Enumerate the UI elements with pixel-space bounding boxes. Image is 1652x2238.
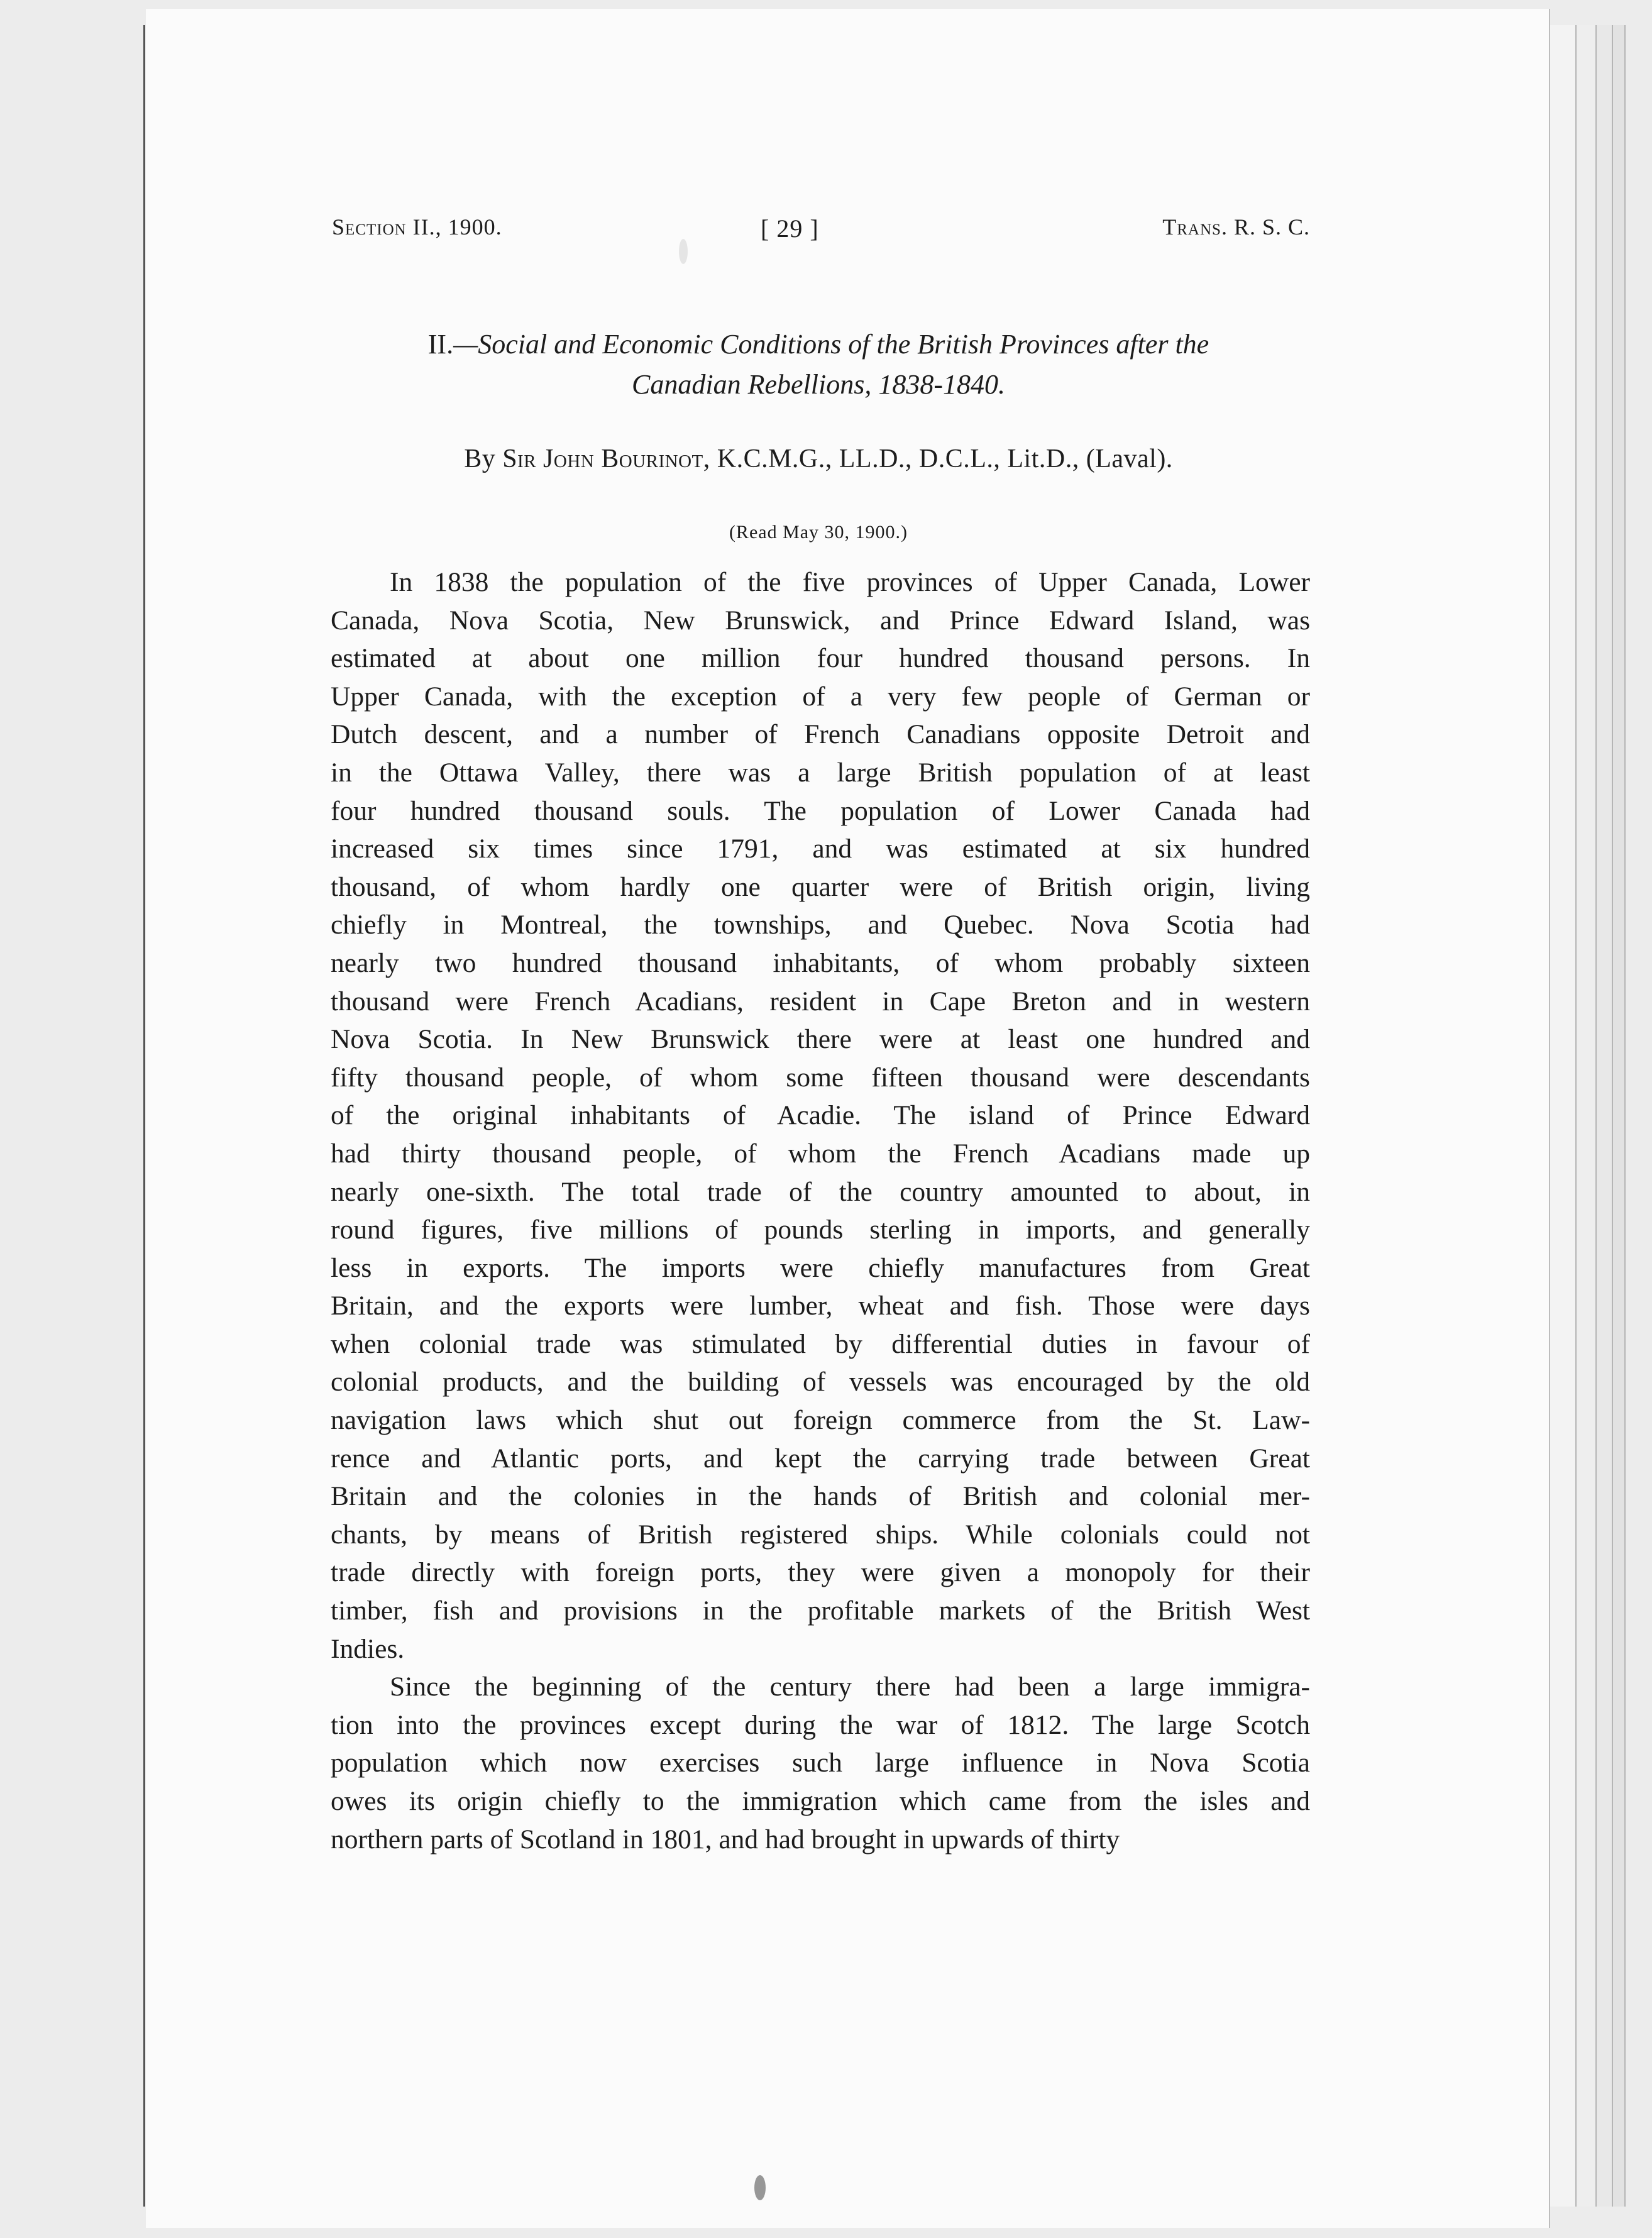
text-line: fifty thousand people, of whom some fifteen thousand were descendants xyxy=(331,1062,1310,1093)
article-number: II. xyxy=(427,329,454,360)
text-line: rence and Atlantic ports, and kept the carrying trade between Great xyxy=(331,1443,1310,1474)
text-line: timber, fish and provisions in the profitable markets of the British West xyxy=(331,1596,1310,1626)
text-line: Britain and the colonies in the hands of British and colonial mer- xyxy=(331,1481,1310,1512)
author-name: Sir John Bourinot xyxy=(502,444,703,473)
text-line: Dutch descent, and a number of French Canadians opposite Detroit and xyxy=(331,719,1310,750)
running-head xyxy=(332,214,1310,251)
page-edge-stack xyxy=(1577,25,1597,2207)
page-edge-stack xyxy=(1550,25,1577,2207)
text-line: round figures, five millions of pounds sterling in imports, and generally xyxy=(331,1215,1310,1245)
article-title xyxy=(327,324,1310,405)
read-date-note: (Read May 30, 1900.) xyxy=(729,522,908,543)
binding-gutter-line xyxy=(143,25,145,2207)
author-byline: By Sir John Bourinot, K.C.M.G., LL.D., D.C.L., Lit.D., (Laval). xyxy=(464,444,1173,473)
text-line: nearly one-sixth. The total trade of the country amounted to about, in xyxy=(331,1176,1310,1207)
text-line: Canada, Nova Scotia, New Brunswick, and Prince Edward Island, was xyxy=(331,605,1310,636)
text-line: of the original inhabitants of Acadie. The island of Prince Edward xyxy=(331,1100,1310,1131)
text-line: navigation laws which shut out foreign commerce from the St. Law- xyxy=(331,1405,1310,1436)
text-line: Britain, and the exports were lumber, wheat and fish. Those were days xyxy=(331,1291,1310,1321)
text-line: In 1838 the population of the five provinces of Upper Canada, Lower xyxy=(390,567,1310,597)
text-line: had thirty thousand people, of whom the French Acadians made up xyxy=(331,1138,1310,1169)
running-head-section: Section II., 1900. xyxy=(332,214,502,240)
body-text xyxy=(331,563,1310,1858)
text-line: chiefly in Montreal, the townships, and Quebec. Nova Scotia had xyxy=(331,910,1310,940)
text-line: less in exports. The imports were chiefly manufactures from Great xyxy=(331,1252,1310,1283)
text-line: when colonial trade was stimulated by differential duties in favour of xyxy=(331,1328,1310,1359)
text-line: northern parts of Scotland in 1801, and had brought in upwards of thirty xyxy=(331,1824,1120,1855)
scan-smudge xyxy=(679,239,688,264)
article-title-line-1: II.—Social and Economic Conditions of the British Provinces after the xyxy=(427,329,1209,360)
page-edge-stack xyxy=(1597,25,1613,2207)
text-line: population which now exercises such large influence in Nova Scotia xyxy=(331,1748,1310,1778)
page-number: [ 29 ] xyxy=(761,214,819,243)
paragraph xyxy=(331,563,1310,1668)
text-line: thousand, of whom hardly one quarter were of British origin, living xyxy=(331,871,1310,902)
text-line: estimated at about one million four hundred thousand persons. In xyxy=(331,643,1310,674)
author-honours: , K.C.M.G., LL.D., D.C.L., Lit.D., (Laval). xyxy=(703,444,1173,473)
text-line: Nova Scotia. In New Brunswick there were at least one hundred and xyxy=(331,1024,1310,1055)
paragraph xyxy=(331,1668,1310,1858)
text-line: colonial products, and the building of vessels was encouraged by the old xyxy=(331,1367,1310,1397)
text-line: in the Ottawa Valley, there was a large British population of at least xyxy=(331,757,1310,788)
text-line: nearly two hundred thousand inhabitants, of whom probably sixteen xyxy=(331,947,1310,978)
scan-smudge xyxy=(754,2175,766,2200)
text-line: increased six times since 1791, and was estimated at six hundred xyxy=(331,834,1310,864)
text-line: owes its origin chiefly to the immigration which came from the isles and xyxy=(331,1786,1310,1816)
text-line: Since the beginning of the century there had been a large immigra- xyxy=(390,1672,1310,1702)
text-line: four hundred thousand souls. The population of Lower Canada had xyxy=(331,795,1310,826)
article-title-line-2: Canadian Rebellions, 1838-1840. xyxy=(632,369,1005,400)
running-head-journal: Trans. R. S. C. xyxy=(1162,214,1310,240)
text-line: thousand were French Acadians, resident in Cape Breton and in western xyxy=(331,986,1310,1017)
page-edge-stack xyxy=(1613,25,1626,2207)
text-line: Upper Canada, with the exception of a very few people of German or xyxy=(331,681,1310,712)
text-line: Indies. xyxy=(331,1633,405,1664)
text-line: chants, by means of British registered ships. While colonials could not xyxy=(331,1519,1310,1550)
text-line: tion into the provinces except during the war of 1812. The large Scotch xyxy=(331,1709,1310,1740)
text-line: trade directly with foreign ports, they were given a monopoly for their xyxy=(331,1557,1310,1588)
